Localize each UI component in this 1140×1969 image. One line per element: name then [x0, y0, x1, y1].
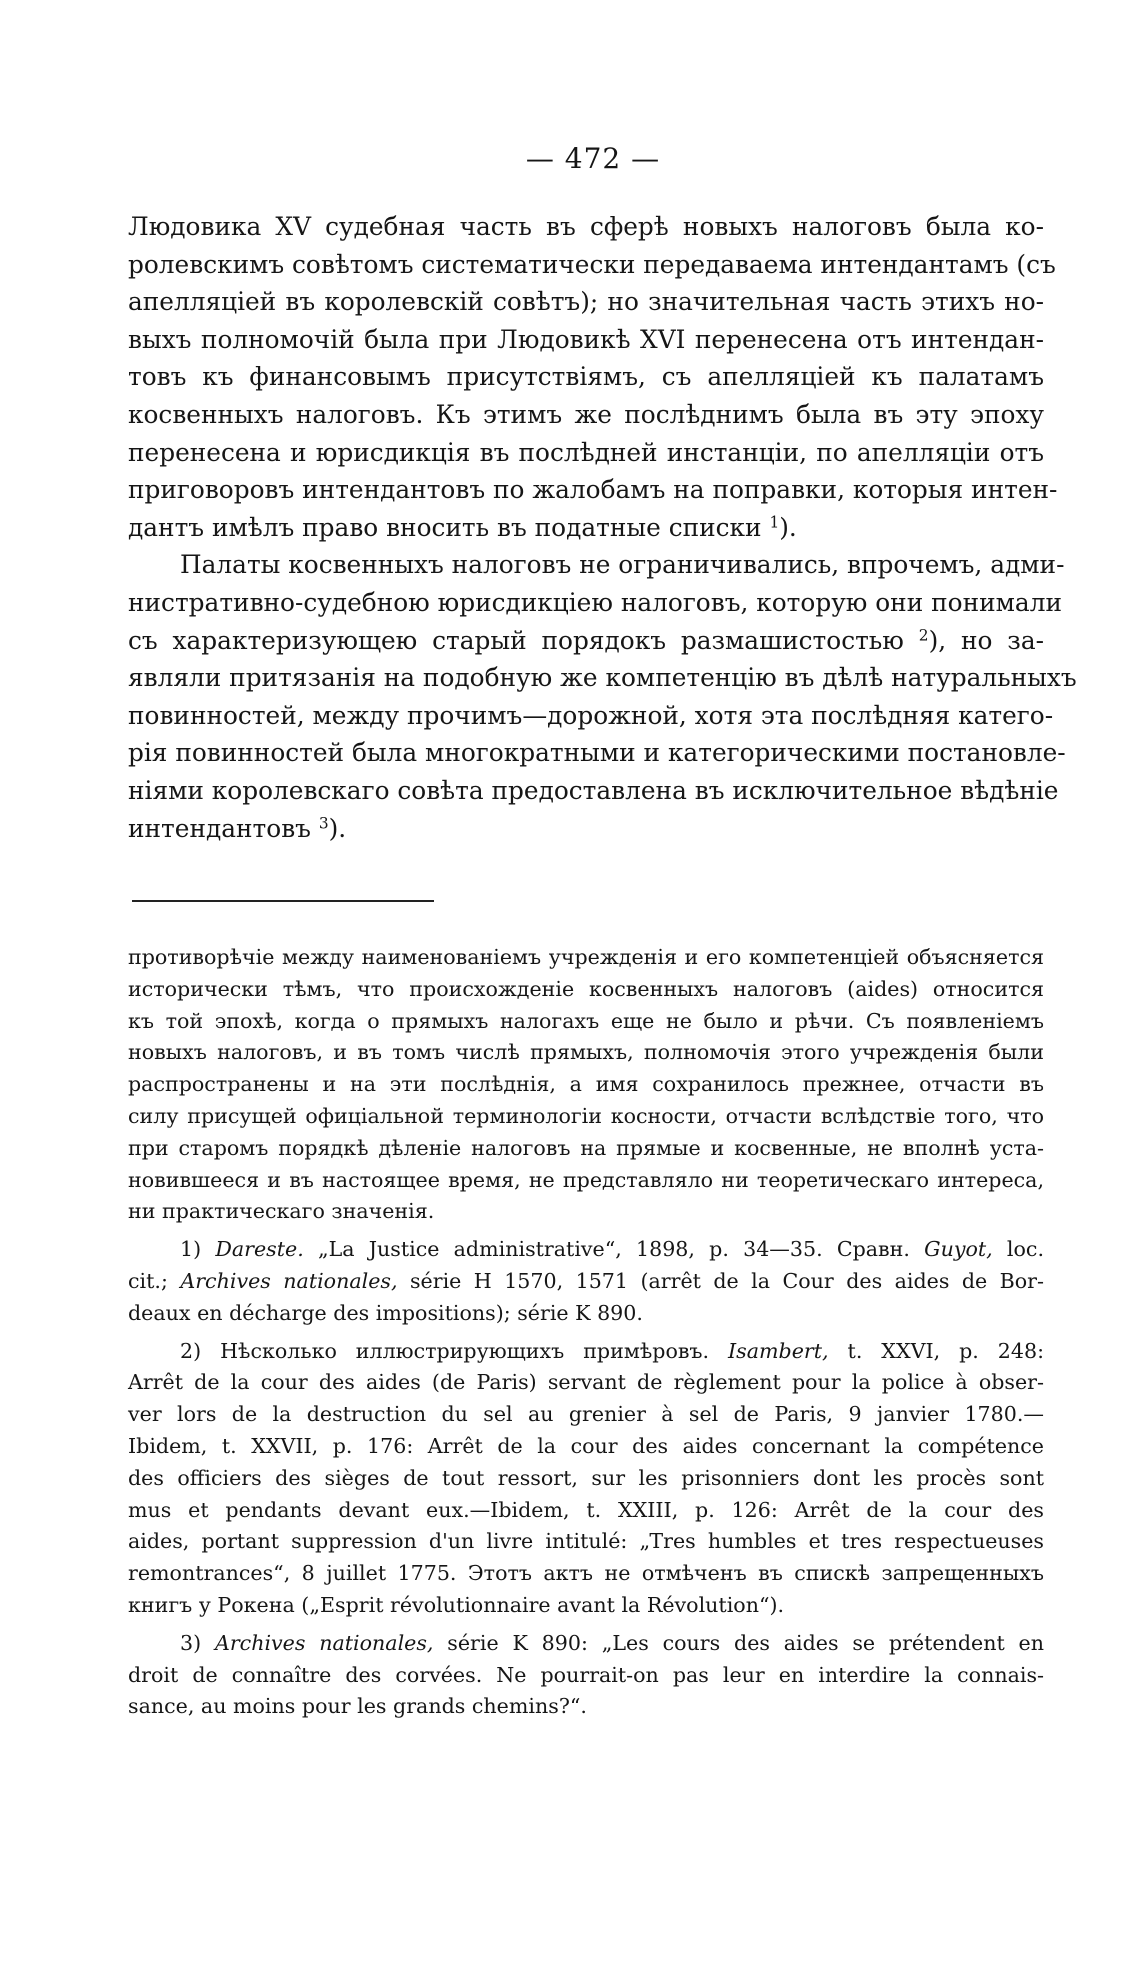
- footnote-marker: 2): [180, 1338, 202, 1363]
- text-line: Палаты косвенныхъ налоговъ не ограничивались, впрочемъ, адми-: [180, 550, 1065, 580]
- author-name: Guyot,: [924, 1237, 993, 1262]
- footnote-line: новившееся и въ настоящее время, не представляло ни теоретическаго интереса,: [128, 1167, 1044, 1192]
- author-name: Dareste.: [215, 1237, 304, 1262]
- footnote-line: droit de connaître des corvées. Ne pourrait-on pas leur en interdire la connais-: [128, 1662, 1044, 1687]
- footnote-3: 3) Archives nationales, série K 890: „Les cours des aides se prétendent en: [180, 1630, 1045, 1655]
- text-line: [128, 622, 1044, 660]
- footnote-line: remontrances“, 8 juillet 1775. Этотъ актъ не отмѣченъ въ спискѣ запрещенныхъ: [128, 1561, 1044, 1586]
- footnote-line: къ той эпохѣ, когда о прямыхъ налогахъ еще не было и рѣчи. Съ появленіемъ: [128, 1008, 1044, 1033]
- footnote-line: исторически тѣмъ, что происхожденіе косвенныхъ налоговъ (aides) относится: [128, 976, 1044, 1001]
- footnote-line: mus et pendants devant eux.—Ibidem, t. XXIII, p. 126: Arrêt de la cour des: [128, 1497, 1044, 1522]
- footnote-line: новыхъ налоговъ, и въ томъ числѣ прямыхъ, полномочія этого учрежденія были: [128, 1040, 1044, 1065]
- footnote-line: cit.; Archives nationales, série H 1570, 1571 (arrêt de la Cour des aides de Bor-: [128, 1268, 1044, 1293]
- text-segment: ).: [779, 512, 797, 542]
- footnote-line: при старомъ порядкѣ дѣленіе налоговъ на прямые и косвенные, не вполнѣ уста-: [128, 1135, 1044, 1160]
- text-segment: ).: [328, 813, 347, 843]
- footnotes: [128, 942, 1044, 1723]
- footnote-1: 1) Dareste. „La Justice administrative“, 1898, p. 34—35. Сравн. Guyot, loc.: [180, 1237, 1044, 1262]
- text-line: Людовика XV судебная часть въ сферѣ новыхъ налоговъ была ко-: [128, 212, 1044, 241]
- footnote-line: книгъ у Рокена („Esprit révolutionnaire avant la Révolution“).: [128, 1592, 785, 1617]
- text-line: перенесена и юрисдикція въ послѣдней инстанціи, по апелляціи отъ: [128, 437, 1044, 467]
- archive-name: Archives nationales,: [180, 1268, 398, 1293]
- footnote-marker: 1): [180, 1237, 202, 1262]
- footnote-divider: [132, 900, 434, 902]
- footnote-line: распространены и на эти послѣднія, а имя сохранилось прежнее, отчасти въ: [128, 1072, 1044, 1097]
- page-number: — 472 —: [525, 142, 661, 175]
- footnote-line: aides, portant suppression d'un livre intitulé: „Tres humbles et tres respectueuses: [128, 1529, 1044, 1554]
- main-text: [128, 208, 1077, 847]
- footnote-marker: 3): [180, 1630, 202, 1655]
- text-line: [128, 810, 1044, 848]
- footnote-line: Ibidem, t. XXVII, p. 176: Arrêt de la cour des aides concernant la compétence: [128, 1433, 1044, 1458]
- footnote-line: Arrêt de la cour des aides (de Paris) servant de règlement pour la police à obser-: [128, 1370, 1044, 1395]
- footnote-line: des officiers des sièges de tout ressort, sur les prisonniers dont les procès sont: [128, 1465, 1044, 1490]
- text-line: ніями королевскаго совѣта предоставлена въ исключительное вѣдѣніе: [128, 775, 1059, 805]
- footnote-ref-1: 1: [769, 513, 780, 532]
- text-segment: съ характеризующею старый порядокъ размашистостью: [128, 625, 904, 655]
- footnote-line: deaux en décharge des impositions); série K 890.: [128, 1300, 643, 1325]
- text-line: нистративно-судебною юрисдикціею налоговъ, которую они понимали: [128, 587, 1062, 617]
- footnote-line: силу присущей офиціальной терминологіи косности, отчасти вслѣдствіе того, что: [128, 1103, 1044, 1128]
- footnote-ref-3: 3: [318, 814, 329, 833]
- text-segment: ), но за-: [928, 625, 1044, 655]
- author-name: Isambert,: [728, 1338, 829, 1363]
- footnote-2: 2) Нѣсколько иллюстрирующихъ примѣровъ. Isambert, t. XXVI, p. 248:: [180, 1338, 1045, 1363]
- footnote-ref-2: 2: [918, 626, 929, 645]
- text-line: ролевскимъ совѣтомъ систематически передаваема интендантамъ (съ: [128, 249, 1056, 279]
- text-line: выхъ полномочій была при Людовикѣ XVI перенесена отъ интендан-: [128, 324, 1044, 354]
- footnote-line: ver lors de la destruction du sel au grenier à sel de Paris, 9 janvier 1780.—: [128, 1402, 1044, 1427]
- text-line: апелляціей въ королевскій совѣтъ); но значительная часть этихъ но-: [128, 287, 1044, 317]
- text-line: являли притязанія на подобную же компетенцію въ дѣлѣ натуральныхъ: [128, 663, 1077, 693]
- text-line: [128, 509, 1044, 547]
- text-line: товъ къ финансовымъ присутствіямъ, съ апелляціей къ палатамъ: [128, 362, 1044, 392]
- footnote-line: sance, au moins pour les grands chemins?“.: [128, 1694, 587, 1719]
- text-segment: дантъ имѣлъ право вносить въ податные списки: [128, 512, 762, 542]
- text-line: приговоровъ интендантовъ по жалобамъ на поправки, которыя интен-: [128, 475, 1058, 505]
- footnote-line: ни практическаго значенія.: [128, 1199, 435, 1224]
- text-line: косвенныхъ налоговъ. Къ этимъ же послѣднимъ была въ эту эпоху: [128, 399, 1044, 429]
- archive-name: Archives nationales,: [214, 1630, 434, 1655]
- text-line: рія повинностей была многократными и категорическими постановле-: [128, 738, 1066, 768]
- text-segment: интендантовъ: [128, 813, 311, 843]
- text-line: повинностей, между прочимъ—дорожной, хотя эта послѣдняя катего-: [128, 700, 1054, 730]
- footnote-line: противорѣчіе между наименованіемъ учрежденія и его компетенціей объясняется: [128, 945, 1044, 969]
